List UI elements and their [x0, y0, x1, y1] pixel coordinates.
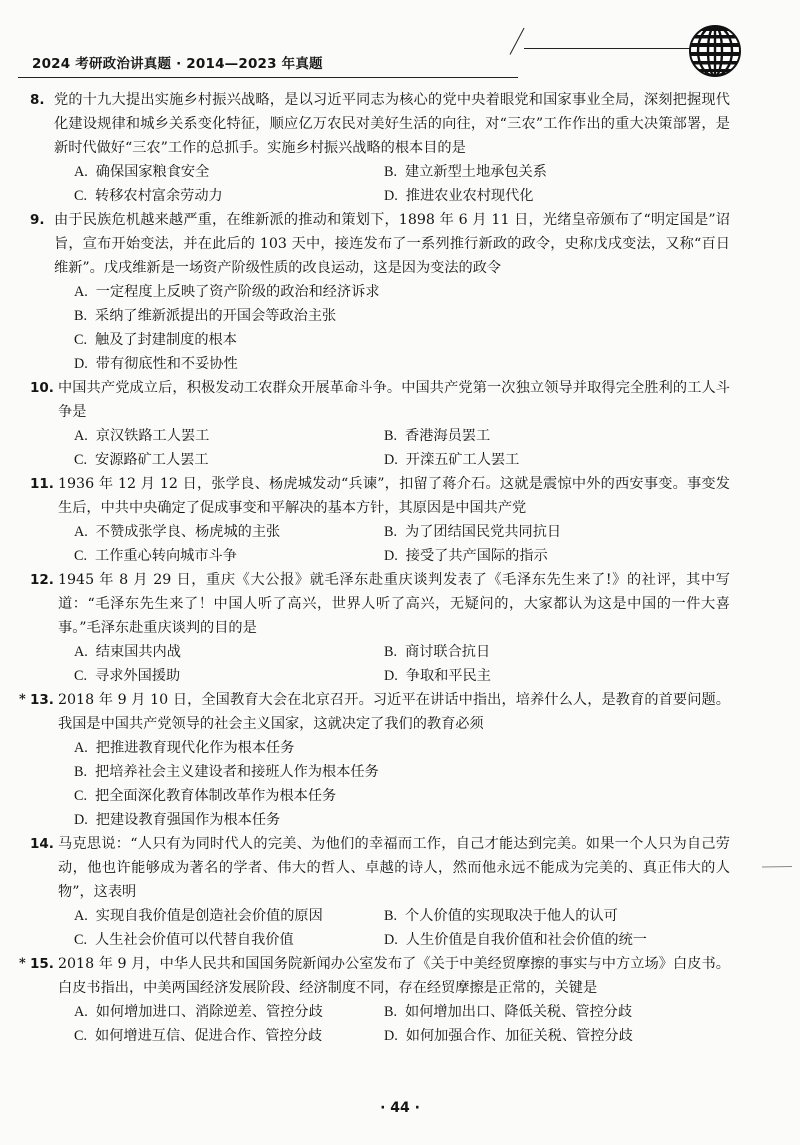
question-stem — [30, 376, 730, 424]
option-text: 个人价值的实现取决于他人的认可 — [405, 908, 618, 924]
option-letter: A. — [74, 284, 88, 300]
book-title: 2024 考研政治讲真题 · 2014—2023 年真题 — [32, 56, 323, 72]
answer-option — [384, 640, 694, 664]
answer-option — [74, 1000, 384, 1024]
question-number: 14. — [30, 836, 54, 852]
question-list — [19, 88, 730, 1048]
option-text: 转移农村富余劳动力 — [95, 188, 223, 204]
option-letter: B. — [384, 524, 398, 540]
question-text: 马克思说：“人只有为同时代人的完美、为他们的幸福而工作，自己才能达到完美。如果一个人只为自己劳动，他也许能够成为著名的学者、伟大的哲人、卓越的诗人，然而他永远不能成为完美的、真正伟大的人物”，这表明 — [58, 836, 730, 900]
answer-option — [74, 184, 384, 208]
answer-option — [74, 160, 384, 184]
option-letter: A. — [74, 740, 88, 756]
answer-options — [30, 160, 730, 208]
option-text: 把全面深化教育体制改革作为根本任务 — [95, 788, 337, 804]
answer-options — [30, 640, 730, 688]
option-text: 把建设教育强国作为根本任务 — [95, 812, 281, 828]
question-stem — [30, 88, 730, 160]
question-number: 8. — [30, 92, 45, 108]
answer-option — [74, 280, 730, 304]
option-letter: D. — [384, 548, 398, 564]
option-text: 开滦五矿工人罢工 — [405, 452, 520, 468]
option-text: 安源路矿工人罢工 — [95, 452, 209, 468]
scan-smudge — [762, 854, 792, 858]
option-letter: D. — [384, 188, 398, 204]
question-stem — [19, 952, 730, 1000]
option-letter: D. — [74, 356, 88, 372]
answer-option — [74, 1024, 384, 1048]
option-letter: B. — [384, 1004, 398, 1020]
question-number: 12. — [30, 572, 54, 588]
question-stem — [30, 208, 730, 280]
option-text: 京汉铁路工人罢工 — [95, 428, 210, 444]
option-letter: B. — [74, 764, 88, 780]
answer-option — [74, 544, 384, 568]
answer-options — [30, 520, 730, 568]
answer-option — [384, 1000, 694, 1024]
question-block — [30, 376, 730, 472]
answer-option — [384, 544, 694, 568]
option-text: 带有彻底性和不妥协性 — [95, 356, 238, 372]
answer-option — [384, 664, 694, 688]
option-letter: C. — [74, 188, 88, 204]
option-letter: D. — [74, 812, 88, 828]
option-letter: C. — [74, 548, 88, 564]
question-block — [30, 568, 730, 688]
option-letter: A. — [74, 1004, 88, 1020]
option-text: 如何增进互信、促进合作、管控分歧 — [95, 1028, 323, 1044]
option-text: 为了团结国民党共同抗日 — [405, 524, 562, 540]
option-letter: A. — [74, 908, 88, 924]
option-letter: A. — [74, 164, 88, 180]
answer-option — [384, 928, 694, 952]
question-text: 党的十九大提出实施乡村振兴战略，是以习近平同志为核心的党中央着眼党和国家事业全局，深刻把握现代化建设规律和城乡关系变化特征，顺应亿万农民对美好生活的向往，对“三农”工作作出的重大决策部署，是新时代做好“三农”工作的总抓手。实施乡村振兴战略的根本目的是 — [54, 92, 730, 156]
answer-option — [74, 424, 384, 448]
key-question-marker: * — [19, 692, 26, 707]
answer-option — [74, 640, 384, 664]
option-text: 结束国共内战 — [95, 644, 181, 660]
option-text: 把培养社会主义建设者和接班人作为根本任务 — [95, 764, 379, 780]
question-stem — [30, 568, 730, 640]
option-letter: D. — [384, 668, 398, 684]
answer-option — [384, 448, 694, 472]
option-text: 确保国家粮食安全 — [95, 164, 210, 180]
question-stem — [30, 472, 730, 520]
question-block — [19, 952, 730, 1048]
answer-option — [74, 352, 730, 376]
answer-option — [384, 520, 694, 544]
header-rule-upper — [524, 48, 694, 49]
option-letter: C. — [74, 332, 88, 348]
option-text: 人生价值是自我价值和社会价值的统一 — [405, 932, 647, 948]
option-text: 一定程度上反映了资产阶级的政治和经济诉求 — [95, 284, 380, 300]
option-text: 触及了封建制度的根本 — [95, 332, 237, 348]
question-stem — [30, 832, 730, 904]
option-text: 寻求外国援助 — [95, 668, 181, 684]
option-text: 如何加强合作、加征关税、管控分歧 — [405, 1028, 633, 1044]
question-number: 11. — [30, 476, 54, 492]
option-letter: A. — [74, 644, 88, 660]
answer-option — [74, 928, 384, 952]
answer-option — [74, 736, 730, 760]
option-letter: B. — [384, 428, 398, 444]
option-letter: A. — [74, 428, 88, 444]
answer-option — [74, 784, 730, 808]
option-letter: C. — [74, 788, 88, 804]
question-text: 中国共产党成立后，积极发动工农群众开展革命斗争。中国共产党第一次独立领导并取得完全胜利的工人斗争是 — [58, 380, 730, 420]
option-text: 建立新型土地承包关系 — [405, 164, 547, 180]
option-text: 如何增加出口、降低关税、管控分歧 — [405, 1004, 633, 1020]
answer-option — [74, 904, 384, 928]
option-text: 采纳了维新派提出的开国会等政治主张 — [95, 308, 337, 324]
answer-option — [384, 424, 694, 448]
globe-icon — [686, 22, 744, 80]
answer-option — [74, 664, 384, 688]
question-text: 1936 年 12 月 12 日，张学良、杨虎城发动“兵谏”，扣留了蒋介石。这就是震惊中外的西安事变。事变发生后，中共中央确定了促成事变和平解决的基本方针，其原因是中国共产党 — [58, 476, 730, 516]
option-text: 人生社会价值可以代替自我价值 — [95, 932, 294, 948]
answer-option — [384, 184, 694, 208]
option-letter: B. — [74, 308, 88, 324]
question-stem — [19, 688, 730, 736]
answer-option — [74, 328, 730, 352]
answer-options — [30, 1000, 730, 1048]
question-text: 由于民族危机越来越严重，在维新派的推动和策划下，1898 年 6 月 11 日，光绪皇帝颁布了“明定国是”诏旨，宣布开始变法，并在此后的 103 天中，接连发布了一系列推行新政的政令，史称戊戌变法，又称“百日维新”。戊戌维新是一场资产阶级性质的改良运动，这是因为变法的政令 — [54, 212, 730, 276]
answer-option — [74, 448, 384, 472]
option-text: 香港海员罢工 — [405, 428, 491, 444]
option-letter: D. — [384, 452, 398, 468]
question-block — [30, 472, 730, 568]
option-text: 不赞成张学良、杨虎城的主张 — [95, 524, 281, 540]
question-text: 1945 年 8 月 29 日，重庆《大公报》就毛泽东赴重庆谈判发表了《毛泽东先生来了!》的社评，其中写道：“毛泽东先生来了！中国人听了高兴，世界人听了高兴，无疑问的，大家都认为这是中国的一件大喜事。”毛泽东赴重庆谈判的目的是 — [58, 572, 730, 636]
answer-options — [30, 280, 730, 376]
option-letter: D. — [384, 1028, 398, 1044]
option-text: 把推进教育现代化作为根本任务 — [95, 740, 295, 756]
option-text: 工作重心转向城市斗争 — [95, 548, 237, 564]
option-letter: B. — [384, 644, 398, 660]
question-number: 15. — [30, 956, 54, 972]
option-letter: C. — [74, 668, 88, 684]
option-letter: B. — [384, 908, 398, 924]
answer-option — [74, 520, 384, 544]
question-block — [30, 88, 730, 208]
answer-option — [74, 760, 730, 784]
question-number: 9. — [30, 212, 45, 228]
option-text: 争取和平民主 — [405, 668, 491, 684]
option-letter: C. — [74, 452, 88, 468]
answer-option — [384, 160, 694, 184]
question-text: 2018 年 9 月，中华人民共和国国务院新闻办公室发布了《关于中美经贸摩擦的事实与中方立场》白皮书。白皮书指出，中美两国经济发展阶段、经济制度不同，存在经贸摩擦是正常的，关键是 — [58, 956, 730, 996]
question-text: 2018 年 9 月 10 日，全国教育大会在北京召开。习近平在讲话中指出，培养什么人，是教育的首要问题。我国是中国共产党领导的社会主义国家，这就决定了我们的教育必须 — [58, 692, 730, 732]
option-letter: D. — [384, 932, 398, 948]
answer-option — [384, 904, 694, 928]
option-text: 如何增加进口、消除逆差、管控分歧 — [95, 1004, 323, 1020]
option-text: 推进农业农村现代化 — [405, 188, 534, 204]
question-number: 10. — [30, 380, 54, 396]
header-rule-diagonal — [510, 28, 525, 55]
key-question-marker: * — [19, 956, 26, 971]
option-letter: C. — [74, 932, 88, 948]
option-text: 商讨联合抗日 — [405, 644, 491, 660]
header-rule — [18, 77, 518, 78]
page-number: · 44 · — [380, 1100, 420, 1116]
option-text: 实现自我价值是创造社会价值的原因 — [95, 908, 323, 924]
answer-options — [30, 424, 730, 472]
answer-options — [30, 736, 730, 832]
question-block — [30, 832, 730, 952]
option-letter: C. — [74, 1028, 88, 1044]
answer-option — [384, 1024, 694, 1048]
answer-option — [74, 808, 730, 832]
option-letter: A. — [74, 524, 88, 540]
question-number: 13. — [30, 692, 54, 708]
option-text: 接受了共产国际的指示 — [405, 548, 548, 564]
option-letter: B. — [384, 164, 398, 180]
question-block — [19, 688, 730, 832]
question-block — [30, 208, 730, 376]
answer-option — [74, 304, 730, 328]
answer-options — [30, 904, 730, 952]
page-header — [18, 42, 788, 82]
